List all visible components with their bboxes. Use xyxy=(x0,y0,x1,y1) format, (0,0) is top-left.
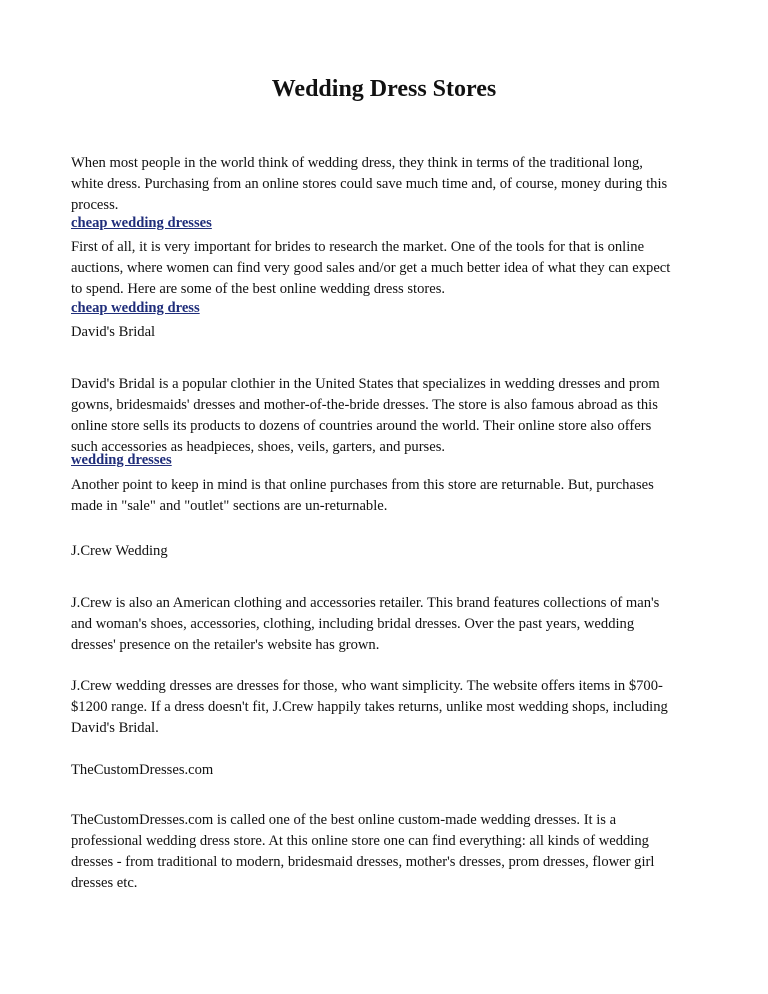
research-line: First of all, it is very important for brides to research the market. One of the tools for that is online xyxy=(71,239,645,255)
intro-line: When most people in the world think of wedding dress, they think in terms of the traditional long, xyxy=(71,155,643,171)
store2-description-line: dresses' presence on the retailer's website has grown. xyxy=(71,637,380,653)
store1-description-line: gowns, bridesmaids' dresses and mother-of-the-bride dresses. The store is also famous abroad as this xyxy=(71,397,658,413)
cheap-wedding-dresses-link[interactable]: cheap wedding dresses xyxy=(71,215,212,231)
research-line: to spend. Here are some of the best online wedding dress stores. xyxy=(71,281,446,297)
store2-note-line: J.Crew wedding dresses are dresses for those, who want simplicity. The website offers items in $700- xyxy=(71,678,663,694)
store3-description xyxy=(71,810,711,894)
page-title: Wedding Dress Stores xyxy=(271,76,497,102)
store1-heading: David's Bridal xyxy=(71,324,156,340)
store1-description-line: online store sells its products to dozens of countries around the world. Their online store also offers xyxy=(71,418,652,434)
store2-note-line: David's Bridal. xyxy=(71,720,159,736)
store3-description-line: TheCustomDresses.com is called one of the best online custom-made wedding dresses. It is a xyxy=(71,812,617,828)
store1-note xyxy=(71,475,711,517)
intro-paragraph xyxy=(71,153,711,216)
store2-description xyxy=(71,593,711,656)
intro-line: white dress. Purchasing from an online stores could save much time and, of course, money during this xyxy=(71,176,668,192)
store3-description-line: dresses - from traditional to modern, bridesmaid dresses, mother's dresses, prom dresses, flower girl xyxy=(71,854,655,870)
store2-description-line: J.Crew is also an American clothing and accessories retailer. This brand features collections of man's xyxy=(71,595,660,611)
store1-note-line: Another point to keep in mind is that online purchases from this store are returnable. But, purchases xyxy=(71,477,654,493)
store3-description-line: professional wedding dress store. At this online store one can find everything: all kinds of wedding xyxy=(71,833,649,849)
store2-note-line: $1200 range. If a dress doesn't fit, J.Crew happily takes returns, unlike most wedding shops, including xyxy=(71,699,668,715)
cheap-wedding-dress-link[interactable]: cheap wedding dress xyxy=(71,300,200,316)
wedding-dresses-link[interactable]: wedding dresses xyxy=(71,452,172,468)
store2-heading: J.Crew Wedding xyxy=(71,543,168,559)
store1-description-line: David's Bridal is a popular clothier in the United States that specializes in wedding dresses and prom xyxy=(71,376,660,392)
store1-note-line: made in "sale" and "outlet" sections are un-returnable. xyxy=(71,498,388,514)
store2-description-line: and woman's shoes, accessories, clothing, including bridal dresses. Over the past years, wedding xyxy=(71,616,635,632)
store3-heading: TheCustomDresses.com xyxy=(71,762,214,778)
store3-description-line: dresses etc. xyxy=(71,875,138,891)
intro-line: process. xyxy=(71,197,119,213)
research-paragraph xyxy=(71,237,711,300)
store2-note xyxy=(71,676,711,739)
store1-description xyxy=(71,374,711,458)
research-line: auctions, where women can find very good sales and/or get a much better idea of what they can expect xyxy=(71,260,671,276)
store1-description-line: such accessories as headpieces, shoes, veils, garters, and purses. xyxy=(71,439,446,455)
